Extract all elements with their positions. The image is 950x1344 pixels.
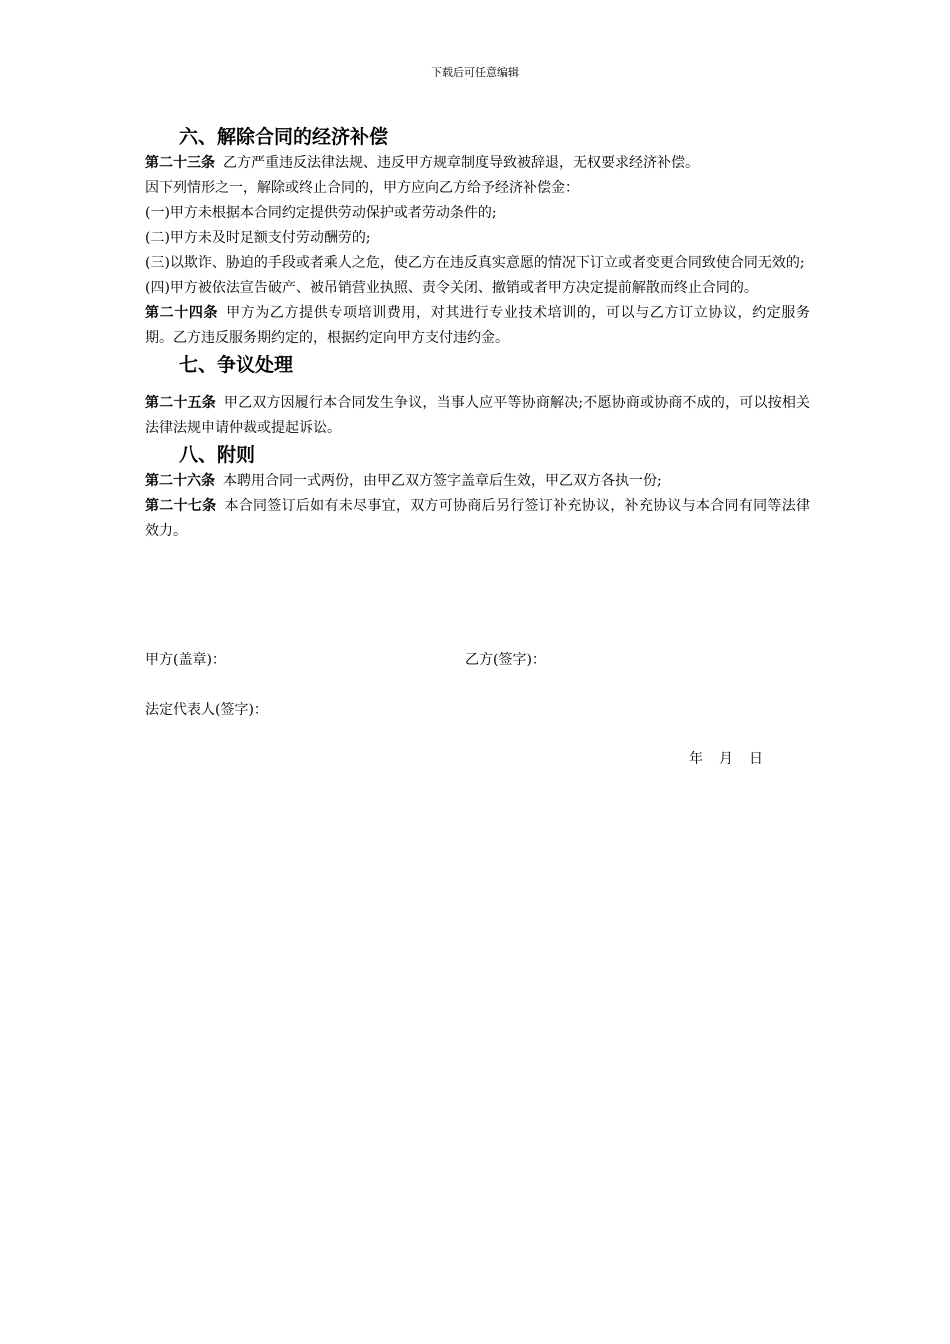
article-26-text: 本聘用合同一式两份，由甲乙双方签字盖章后生效，甲乙双方各执一份; xyxy=(223,473,662,489)
header-note: 下载后可任意编辑 xyxy=(431,66,519,79)
section-title-termination-compensation: 六、解除合同的经济补偿 xyxy=(179,126,389,148)
legal-rep-sign-label: 法定代表人(签字)： xyxy=(145,702,268,718)
article-27-label: 第二十七条 xyxy=(145,498,217,514)
article-24-label: 第二十四条 xyxy=(145,305,219,321)
article-24-text: 甲方为乙方提供专项培训费用，对其进行专业技术培训的，可以与乙方订立协议，约定服务期。乙方违反服务期约定的，根据约定向甲方支付违约金。 xyxy=(145,305,811,346)
article-23-item-4: (四)甲方被依法宣告破产、被吊销营业执照、责令关闭、撤销或者甲方决定提前解散而终止合同的。 xyxy=(145,280,758,296)
article-25-label: 第二十五条 xyxy=(145,395,216,411)
article-23-item-1: (一)甲方未根据本合同约定提供劳动保护或者劳动条件的; xyxy=(145,205,497,221)
article-23-item-3: (三)以欺诈、胁迫的手段或者乘人之危，使乙方在违反真实意愿的情况下订立或者变更合同致使合同无效的; xyxy=(145,255,805,271)
party-signature-row xyxy=(145,648,810,673)
date-month-label: 月 xyxy=(719,751,733,767)
article-23-text: 乙方严重违反法律法规、违反甲方规章制度导致被辞退，无权要求经济补偿。 xyxy=(223,155,699,171)
article-27-text: 本合同签订后如有未尽事宜，双方可协商后另行签订补充协议，补充协议与本合同有同等法律效力。 xyxy=(145,498,811,539)
party-a-seal-label: 甲方(盖章)： xyxy=(145,652,226,668)
date-day-label: 日 xyxy=(749,751,763,767)
date-row xyxy=(689,747,779,772)
spacer xyxy=(145,379,810,391)
article-23-intro: 因下列情形之一，解除或终止合同的，甲方应向乙方给予经济补偿金： xyxy=(145,180,579,196)
contract-body xyxy=(145,123,810,544)
date-year-label: 年 xyxy=(689,751,703,767)
article-25-text: 甲乙双方因履行本合同发生争议，当事人应平等协商解决;不愿协商或协商不成的，可以按相关法律法规申请仲裁或提起诉讼。 xyxy=(145,395,811,436)
article-26-label: 第二十六条 xyxy=(145,473,215,489)
section-title-dispute: 七、争议处理 xyxy=(179,354,294,376)
article-27 xyxy=(145,494,810,544)
article-24 xyxy=(145,301,810,351)
article-25 xyxy=(145,391,810,441)
section-title-supplementary: 八、附则 xyxy=(179,444,256,466)
article-23 xyxy=(145,151,810,176)
article-26 xyxy=(145,469,810,494)
party-b-sign-label: 乙方(签字)： xyxy=(465,652,546,668)
article-23-label: 第二十三条 xyxy=(145,155,215,171)
article-23-item-2: (二)甲方未及时足额支付劳动酬劳的; xyxy=(145,230,371,246)
signature-area xyxy=(145,648,810,767)
legal-rep-row xyxy=(145,698,810,723)
